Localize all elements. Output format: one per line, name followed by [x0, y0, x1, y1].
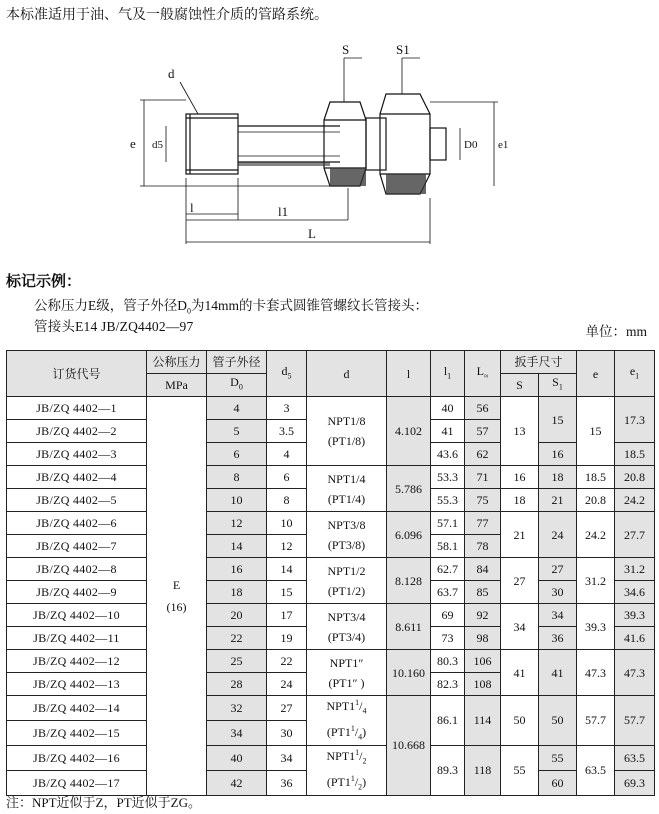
header-d5: $d_5$	[267, 351, 307, 397]
header-L: $L_\approx$	[465, 351, 501, 397]
threaded-end-outline	[186, 114, 238, 174]
table-cell: 22	[267, 650, 307, 673]
table-cell: 31.2	[577, 558, 615, 604]
label-S: S	[342, 42, 350, 57]
table-cell: 60	[539, 770, 577, 795]
table-cell: 24.2	[577, 512, 615, 558]
table-cell: 63.7	[431, 581, 465, 604]
table-cell: JB/ZQ 4402—13	[7, 673, 147, 696]
table-cell: 41	[539, 650, 577, 696]
table-cell: 34	[267, 745, 307, 770]
table-cell: 18.5	[615, 443, 655, 466]
table-cell: JB/ZQ 4402—2	[7, 420, 147, 443]
table-cell: 31.2	[615, 558, 655, 581]
table-cell: 41	[431, 420, 465, 443]
table-cell: 32	[207, 696, 267, 721]
header-e1: $e_1$	[615, 351, 655, 397]
header-pressure: 公称压力	[147, 351, 207, 374]
table-cell: 24	[539, 512, 577, 558]
table-row	[7, 604, 655, 627]
label-d: d	[168, 66, 175, 81]
table-cell: 30	[267, 720, 307, 745]
table-cell: 8	[267, 489, 307, 512]
table-cell: JB/ZQ 4402—11	[7, 627, 147, 650]
table-cell: 57.1	[431, 512, 465, 535]
table-cell: 42	[207, 770, 267, 795]
table-cell: 27	[267, 696, 307, 721]
example-line-1: 公称压力E级，管子外径$D_0$为14mm的卡套式圆锥管螺纹长管接头：	[34, 298, 429, 316]
table-cell: 15	[267, 581, 307, 604]
table-cell: 6	[207, 443, 267, 466]
table-cell: 8.128	[387, 558, 431, 604]
table-cell: 8	[207, 466, 267, 489]
header-code: 订货代号	[7, 351, 147, 397]
table-cell: 57	[465, 420, 501, 443]
table-cell: 34	[539, 604, 577, 627]
table-cell: 20.8	[615, 466, 655, 489]
table-cell: 36	[267, 770, 307, 795]
table-cell: 3	[267, 397, 307, 420]
table-cell: JB/ZQ 4402—17	[7, 770, 147, 795]
table-cell: 69.3	[615, 770, 655, 795]
table-cell: 69	[431, 604, 465, 627]
table-cell: 10.160	[387, 650, 431, 696]
pressure-cell: E (16)	[147, 397, 207, 796]
header-wrench: 扳手尺寸	[501, 351, 577, 374]
table-cell: 10	[207, 489, 267, 512]
table-cell: 118	[465, 745, 501, 795]
table-cell: 82.3	[431, 673, 465, 696]
table-cell: 22	[207, 627, 267, 650]
table-cell: 27	[539, 558, 577, 581]
table-cell: NPT3/8 (PT3/8)	[307, 512, 387, 558]
table-cell: 12	[207, 512, 267, 535]
unit-label: 单位：mm	[585, 324, 647, 339]
table-cell: 16	[539, 443, 577, 466]
table-cell: 4.102	[387, 397, 431, 466]
table-cell: 50	[539, 696, 577, 746]
table-cell: 40	[431, 397, 465, 420]
table-cell: 57.7	[615, 696, 655, 746]
table-cell: 63.5	[615, 745, 655, 770]
table-cell: 73	[431, 627, 465, 650]
label-D0: D0	[464, 139, 478, 151]
table-cell: 62.7	[431, 558, 465, 581]
table-cell: JB/ZQ 4402—7	[7, 535, 147, 558]
table-cell: 98	[465, 627, 501, 650]
table-cell: 47.3	[615, 650, 655, 696]
table-cell: 39.3	[615, 604, 655, 627]
table-cell: 56	[465, 397, 501, 420]
table-cell: 30	[539, 581, 577, 604]
table-cell: 18.5	[577, 466, 615, 489]
table-cell: 28	[207, 673, 267, 696]
table-cell: 47.3	[577, 650, 615, 696]
table-cell: 14	[207, 535, 267, 558]
section-title: 标记示例：	[6, 272, 82, 290]
table-cell: 18	[501, 489, 539, 512]
table-row	[7, 397, 655, 420]
label-e: e	[130, 136, 136, 151]
table-cell: NPT1/2 (PT1/2)	[307, 558, 387, 604]
table-cell: 10	[267, 512, 307, 535]
table-cell: 21	[539, 489, 577, 512]
footnote: 注：NPT近似于Z，PT近似于ZG。	[6, 795, 202, 810]
table-cell: 20.8	[577, 489, 615, 512]
table-cell: 34.6	[615, 581, 655, 604]
table-cell: 8.611	[387, 604, 431, 650]
table-cell: 114	[465, 696, 501, 746]
table-cell: 10.668	[387, 696, 431, 796]
table-cell: 43.6	[431, 443, 465, 466]
table-cell: 89.3	[431, 745, 465, 795]
table-cell: 86.1	[431, 696, 465, 746]
example-line-2: 管接头E14 JB/ZQ4402—97	[34, 319, 194, 334]
table-cell: 14	[267, 558, 307, 581]
table-cell: 21	[501, 512, 539, 558]
table-cell: 17.3	[615, 397, 655, 443]
table-cell: JB/ZQ 4402—5	[7, 489, 147, 512]
table-cell: 77	[465, 512, 501, 535]
table-cell: 4	[267, 443, 307, 466]
table-cell: 53.3	[431, 466, 465, 489]
table-cell: 18	[539, 466, 577, 489]
table-cell: 24	[267, 673, 307, 696]
table-cell: 41	[501, 650, 539, 696]
table-cell: JB/ZQ 4402—10	[7, 604, 147, 627]
table-cell: 41.6	[615, 627, 655, 650]
table-cell: 34	[501, 604, 539, 650]
table-cell: 108	[465, 673, 501, 696]
table-cell: 84	[465, 558, 501, 581]
table-cell: 106	[465, 650, 501, 673]
table-cell: JB/ZQ 4402—1	[7, 397, 147, 420]
table-cell: 15	[577, 397, 615, 466]
table-cell: 55	[539, 745, 577, 770]
table-cell: 17	[267, 604, 307, 627]
label-L: L	[308, 226, 316, 241]
table-cell: JB/ZQ 4402—9	[7, 581, 147, 604]
table-cell: NPT3/4 (PT3/4)	[307, 604, 387, 650]
table-cell: NPT1/8 (PT1/8)	[307, 397, 387, 466]
table-cell: NPT1″ (PT1″ )	[307, 650, 387, 696]
hatched-section	[238, 162, 426, 194]
table-cell: 36	[539, 627, 577, 650]
table-cell: 12	[267, 535, 307, 558]
table-cell: 25	[207, 650, 267, 673]
label-l: l	[190, 200, 194, 215]
table-cell: 16	[207, 558, 267, 581]
table-row	[7, 745, 655, 770]
header-S1: $S_1$	[539, 374, 577, 397]
table-cell: JB/ZQ 4402—3	[7, 443, 147, 466]
header-od-sym: $D_0$	[207, 374, 267, 397]
label-d5: d5	[152, 139, 163, 151]
header-od: 管子外径	[207, 351, 267, 374]
table-cell: 55	[501, 745, 539, 795]
table-cell: JB/ZQ 4402—16	[7, 745, 147, 770]
intro-text: 本标准适用于油、气及一般腐蚀性介质的管路系统。	[6, 8, 328, 23]
table-cell: 6	[267, 466, 307, 489]
table-cell: 57.7	[577, 696, 615, 746]
table-row	[7, 512, 655, 535]
table-cell: 4	[207, 397, 267, 420]
table-cell: 80.3	[431, 650, 465, 673]
table-row	[7, 466, 655, 489]
header-e: e	[577, 351, 615, 397]
header-pressure-unit: MPa	[147, 374, 207, 397]
table-cell: 40	[207, 745, 267, 770]
table-cell: JB/ZQ 4402—4	[7, 466, 147, 489]
table-cell: 55.3	[431, 489, 465, 512]
table-cell: 19	[267, 627, 307, 650]
label-e1: e1	[498, 139, 509, 151]
table-cell: 27	[501, 558, 539, 604]
table-cell: 27.7	[615, 512, 655, 558]
table-cell: 16	[501, 466, 539, 489]
table-cell: 58.1	[431, 535, 465, 558]
table-cell: 62	[465, 443, 501, 466]
table-cell: 92	[465, 604, 501, 627]
table-cell: 71	[465, 466, 501, 489]
table-cell: 78	[465, 535, 501, 558]
table-cell: 39.3	[577, 604, 615, 650]
label-l1: l1	[278, 204, 289, 219]
header-l: l	[387, 351, 431, 397]
table-cell: NPT1/4 (PT1/4)	[307, 466, 387, 512]
header-d: d	[307, 351, 387, 397]
table-cell: 85	[465, 581, 501, 604]
table-cell: 6.096	[387, 512, 431, 558]
table-cell: 50	[501, 696, 539, 746]
table-cell: 5.786	[387, 466, 431, 512]
table-cell: JB/ZQ 4402—8	[7, 558, 147, 581]
table-cell: 5	[207, 420, 267, 443]
table-cell: 75	[465, 489, 501, 512]
table-cell: 15	[539, 397, 577, 443]
label-S1: S1	[396, 42, 410, 57]
table-row	[7, 650, 655, 673]
spec-table	[6, 350, 655, 796]
table-cell: JB/ZQ 4402—15	[7, 720, 147, 745]
table-cell: JB/ZQ 4402—6	[7, 512, 147, 535]
table-cell: JB/ZQ 4402—14	[7, 696, 147, 721]
table-cell: 24.2	[615, 489, 655, 512]
table-cell: 63.5	[577, 745, 615, 795]
table-cell: $NPT1^1/_4$ $(PT1^1/_4)$	[307, 696, 387, 746]
table-cell: 18	[207, 581, 267, 604]
table-cell: $NPT1^1/_2$ $(PT1^1/_2)$	[307, 745, 387, 795]
table-cell: 34	[207, 720, 267, 745]
table-cell: 13	[501, 397, 539, 466]
header-S: S	[501, 374, 539, 397]
table-cell: 3.5	[267, 420, 307, 443]
table-cell: 20	[207, 604, 267, 627]
table-row	[7, 696, 655, 721]
header-l1: $l_1$	[431, 351, 465, 397]
fitting-drawing	[130, 38, 530, 253]
table-cell: JB/ZQ 4402—12	[7, 650, 147, 673]
table-row	[7, 558, 655, 581]
